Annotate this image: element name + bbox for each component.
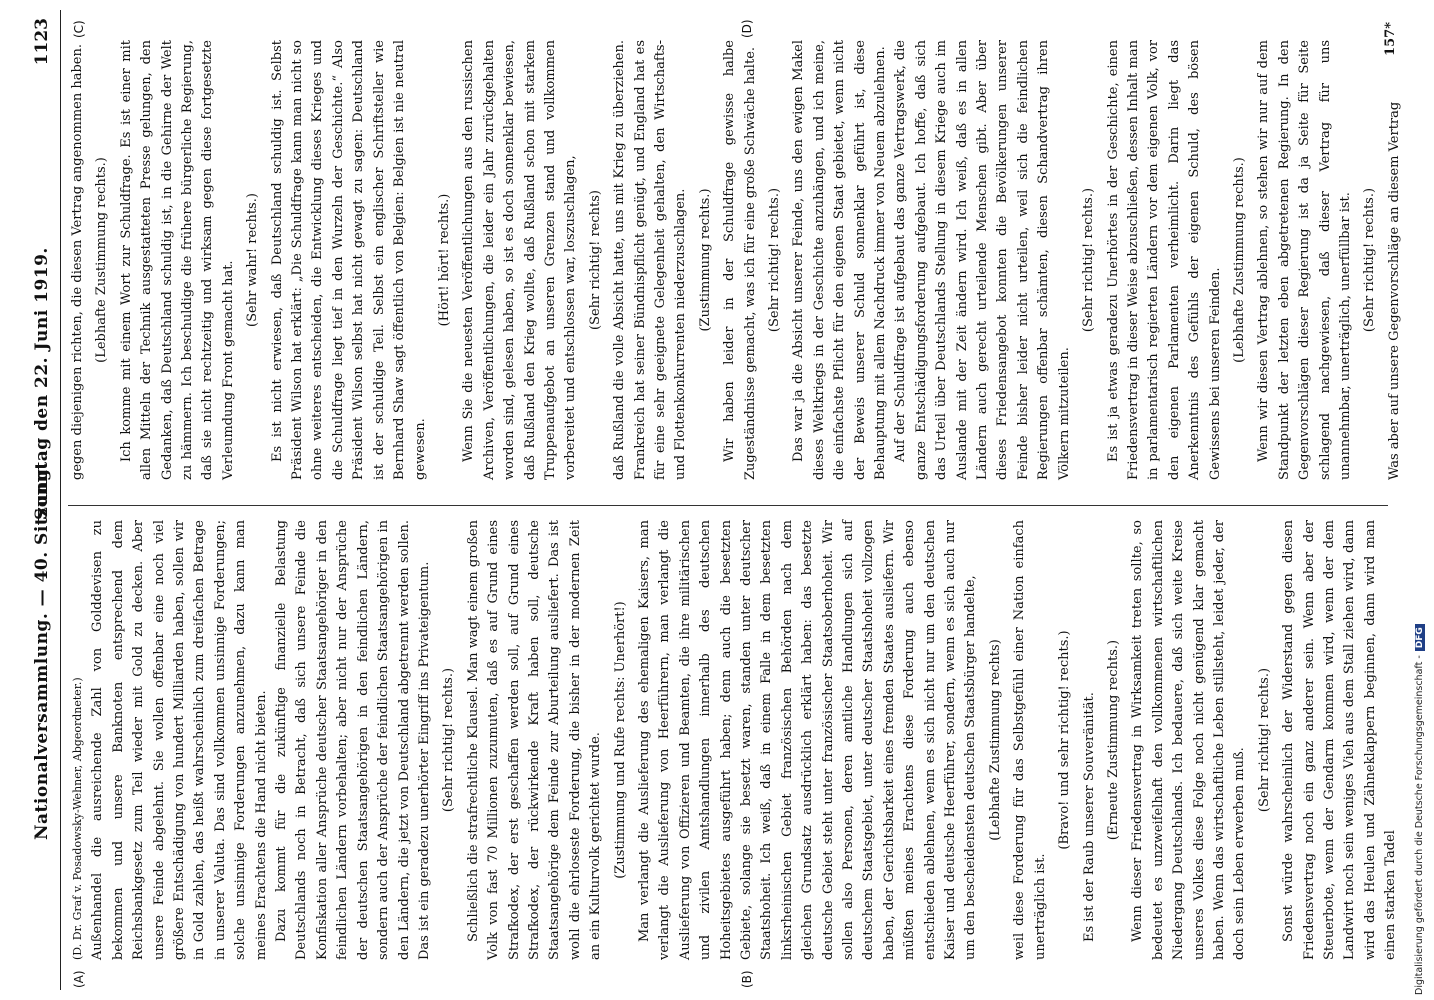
paragraph: Es ist ja etwas geradezu Unerhörtes in der Geschichte, einen Friedensvertrag in dieser Weise abzuschließen, dessen Inhalt man in parlamentarisch regierten Ländern vor dem eigenen Volk, vor den eigenen Parlamenten verheimlicht. Darin liegt das Anerkenntnis des Gefühls der eigenen Schuld, des bösen Gewissens bei unseren Feinden. <box>1105 40 1223 480</box>
margin-mark-b: (B) <box>740 970 754 988</box>
interjection: (Erneute Zustimmung rechts.) <box>1105 639 1121 841</box>
paragraph: Schließlich die strafrechtliche Klausel. Man wagt einem großen Volk von fast 70 Millionen zuzumuten, daß es auf Grund eines Strafkodex, der erst geschaffen werden soll, auf Grund eines Strafkodex, der rückwirkende Kraft haben soll, deutsche Staatsangehörige dem Feinde zur Aburteilung ausliefert. Das ist wohl die ehrloseste Forderung, die bisher in der modernen Zeit an ein Kulturvolk gerichtet wurde. <box>465 520 604 960</box>
interjection: (Sehr richtig! rechts.) <box>1362 187 1378 333</box>
paragraph: Ich komme mit einem Wort zur Schuldfrage. Es ist einer mit allen Mitteln der Technik ausgestatteten Presse gelungen, den Gedanken, daß Deutschland schuldig ist, in die Gehirne der Welt zu hämmern. Ich beschuldige die frühere bürgerliche Regierung, daß sie nicht rechtzeitig und wirksam gegen diese fortgesetzte Verleumdung Front gemacht hat. <box>118 40 236 480</box>
paragraph: Dazu kommt für die zukünftige finanzielle Belastung Deutschlands noch in Betracht, daß sich unsere Feinde die Konfiskation aller Ansprüche deutscher Staatsangehöriger in den feindlichen Ländern vorbehalten; aber nicht nur der Ansprüche der deutschen Staatsangehörigen in den feindlichen Ländern, sondern auch der Ansprüche der feindlichen Staatsangehörigen in den Ländern, die jetzt von Deutschland abgetrennt werden sollen. Das ist ein geradezu unerhörter Eingriff ins Privateigentum. <box>274 520 432 960</box>
margin-mark-c: (C) <box>72 20 86 38</box>
paragraph: Wenn Sie die neuesten Veröffentlichungen aus den russischen Archiven, Veröffentlichungen, die leider ein Jahr zurückgehalten worden sind, gelesen haben, so ist es doch sonnenklar bewiesen, daß Rußland den Krieg wollte, daß Rußland schon mit starkem Truppenaufgebot an unseren Grenzen stand und vollkommen vorbereitet und entschlossen war, loszuschlagen, <box>461 40 579 480</box>
paragraph: Wir haben leider in der Schuldfrage gewisse halbe Zugeständnisse gemacht, was ich für eine große Schwäche halte. <box>722 40 758 480</box>
paragraph: Auf der Schuldfrage ist aufgebaut das ganze Vertragswerk, die ganze Entschädigungsforderung aufgebaut. Ich hoffe, daß sich das Urteil über Deutschlands Stellung in diesem Kriege auch im Auslande mit der Zeit ändern wird. Ich weiß, daß es in allen Ländern auch gerecht urteilende Menschen gibt. Aber über dieses Friedensangebot konnten die Bevölkerungen unserer Feinde bisher leider nicht urteilen, weil sich die feindlichen Regierungen offenbar schämten, diesen Schandvertrag ihren Völkern mitzuteilen. <box>893 40 1072 480</box>
dfg-credit <box>1414 5 1432 995</box>
interjection: (Hört! hört! rechts.) <box>436 193 452 327</box>
interjection: (Lebhafte Zustimmung rechts) <box>987 639 1003 841</box>
paragraph: Außenhandel die ausreichende Zahl von Golddevisen zu bekommen und unsere Banknoten entsprechend dem Reichsbankgesetz zum Teil wieder mit Gold zu decken. Aber unsere Feinde abgelehnt. Sie wollen offenbar eine noch viel größere Entschädigung von hundert Milliarden haben, sollen wir in Gold zahlen, das heißt wahrscheinlich zum dreifachen Betrage in unserer Valuta. Das sind vollkommen unsinnige Forderungen; solche unsinnige Forderungen anzunehmen, dazu kann man meines Erachtens die Hand nicht bieten. <box>90 520 269 960</box>
right-column <box>68 40 1402 480</box>
interjection: (Sehr richtig! rechts.) <box>1081 187 1097 333</box>
header-date: Sonntag den 22. Juni 1919. <box>32 247 52 520</box>
interjection: (Sehr wahr! rechts.) <box>245 193 261 327</box>
paragraph: daß Rußland die volle Absicht hatte, uns mit Krieg zu überziehen. Frankreich hat seiner Bündnispflicht genügt, und England hat es für eine sehr geeignete Gelegenheit gehalten, den Wirtschafts- und Flottenkonkurrenten niederzuschlagen. <box>612 40 689 480</box>
interjection: (Zustimmung rechts.) <box>697 188 713 332</box>
page-header <box>20 10 61 990</box>
interjection: (Bravo! und sehr richtig! rechts.) <box>1057 630 1073 850</box>
column-divider <box>68 505 1388 506</box>
speaker-line: (D. Dr. Graf v. Posadowsky-Wehner, Abgeordneter.) <box>71 677 84 960</box>
interjection: (Sehr richtig! rechts.) <box>767 187 782 333</box>
page-number: 1123 <box>32 18 52 66</box>
paragraph: Sonst würde wahrscheinlich der Widerstand gegen diesen Friedensvertrag noch ein ganz anderer sein. Wenn aber der Steuerbote, wenn der Gendarm kommen wird, wenn der dem Landwirt noch sein weniges Vieh aus dem Stall ziehen wird, dann wird das Heulen und Zähneklappern beginnen, dann wird man einen starken Tadel <box>1281 520 1399 960</box>
interjection: (Sehr richtig! rechts.) <box>441 667 457 813</box>
left-column <box>68 520 1399 960</box>
header-left: Nationalversammlung. — 40. Sitzung. <box>32 462 52 840</box>
interjection: (Sehr richtig! rechts) <box>587 190 603 331</box>
paragraph: Wenn wir diesen Vertrag ablehnen, so stehen wir nur auf dem Standpunkt der letzten eben abgetretenen Regierung. In den Gegenvorschlägen dieser Regierung ist da ja Seite für Seite schlagend nachgewiesen, daß dieser Vertrag für uns unannehmbar, unerträglich, unerfüllbar ist. <box>1256 40 1353 480</box>
margin-mark-a: (A) <box>72 970 86 988</box>
paragraph: Was aber auf unsere Gegenvorschläge an diesem Vertrag <box>1386 101 1402 480</box>
dfg-credit-text: Digitalisierung gefördert durch die Deutsche Forschungsgemeinschaft - <box>1414 655 1425 995</box>
dfg-logo: DFG <box>1415 624 1425 651</box>
paragraph: Es ist nicht erwiesen, daß Deutschland schuldig ist. Selbst Präsident Wilson hat erklärt: „Die Schuldfrage kann man nicht so ohne weiteres entscheiden, die Entwicklung dieses Krieges und die Schuldfrage liegt tief in den Wurzeln der Geschichte.“ Also Präsident Wilson selbst hat nicht gewagt zu sagen: Deutschland ist der schuldige Teil. Selbst ein englischer Schriftsteller wie Bernhard Shaw sagt öffentlich von Belgien: Belgien ist nie neutral gewesen. <box>269 40 428 480</box>
sheet-signature: 157* <box>1383 22 1398 56</box>
paragraph: Es ist der Raub unserer Souveränität. <box>1081 692 1097 942</box>
interjection: (Lebhafte Zustimmung rechts.) <box>1231 157 1247 363</box>
paragraph: weil diese Forderung für das Selbstgefühl einer Nation einfach unerträglich ist. <box>1012 520 1048 960</box>
paragraph: Wenn dieser Friedensvertrag in Wirksamkeit treten sollte, so bedeutet es unzweifelhaft den vollkommenen wirtschaftlichen Niedergang Deutschlands. Ich bedauere, daß sich weite Kreise unseres Volkes diese Folge noch nicht genügend klar gemacht haben. Wenn das wirtschaftliche Leben stillsteht, leidet jeder, der doch sein Leben erwerben muß. <box>1130 520 1248 960</box>
paragraph: gegen diejenigen richten, die diesen Vertrag angenommen haben. <box>70 44 85 480</box>
interjection: (Zustimmung und Rufe rechts: Unerhört!) <box>612 601 628 879</box>
interjection: (Sehr richtig! rechts.) <box>1256 667 1272 813</box>
rotated-page <box>20 10 1400 990</box>
paragraph: Man verlangt die Auslieferung des ehemaligen Kaisers, man verlangt die Auslieferung von Heerführern, man verlangt die Auslieferung von Offizieren und Beamten, die ihre militärischen und zivilen Amtshandlungen innerhalb des deutschen Hoheitsgebietes ausgeführt haben; denn auch die besetzten Gebiete, solange sie besetzt waren, standen unter deutscher Staatshoheit. Ich weiß, daß in einem Falle in dem besetzten linksrheinischen Gebiet französischen Behörden nach dem gleichen Grundsatz ausdrücklich erklärt haben: das besetzte deutsche Gebiet steht unter französischer Staatsoberhoheit. Wir sollen also Personen, deren amtliche Handlungen sich auf deutschem Staatsgebiet, unter deutscher Staatshoheit vollzogen haben, der Gerichtsbarkeit eines fremden Staates ausliefern. Wir müßten meines Erachtens diese Forderung auch ebenso entschieden ablehnen, wenn es sich nicht nur um den deutschen Kaiser und deutsche Heerführer, sondern, wenn es sich auch nur um den bescheidensten deutschen Staatsbürger handelte, <box>636 520 979 960</box>
paragraph: Das war ja die Absicht unserer Feinde, uns den ewigen Makel dieses Weltkriegs in der Geschichte anzuhängen, und ich meine, die einfachste Pflicht für den eigenen Staat gebietet, wenn nicht der Beweis unserer Schuld sonnenklar geführt ist, diese Behauptung mit allem Nachdruck immer von Neuem abzulehnen. <box>791 40 889 480</box>
margin-mark-d: (D) <box>740 19 754 38</box>
interjection: (Lebhafte Zustimmung rechts.) <box>94 157 110 363</box>
